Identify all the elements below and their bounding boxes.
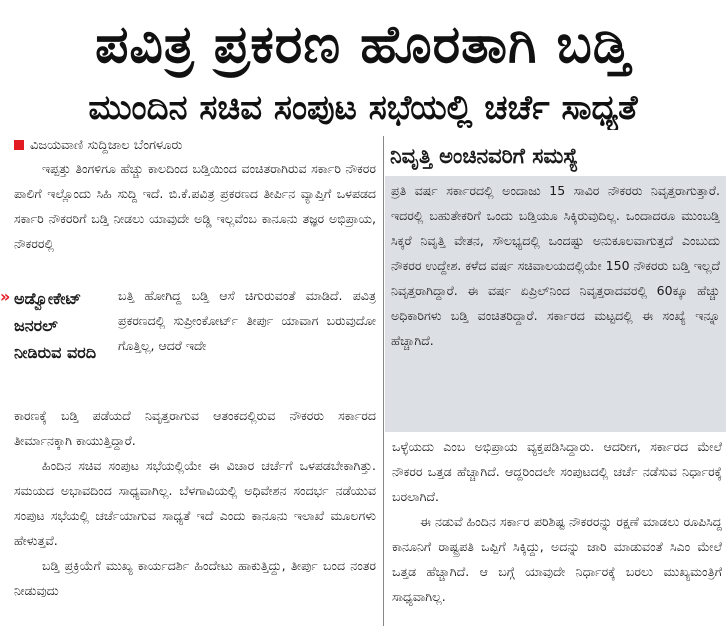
byline-text: ವಿಜಯವಾಣಿ ಸುದ್ದಿಜಾಲ ಬೆಂಗಳೂರು [30, 138, 183, 153]
headline-main: ಪವಿತ್ರ ಪ್ರಕರಣ ಹೊರತಾಗಿ ಬಡ್ತಿ [95, 15, 631, 75]
left-column-top [14, 156, 376, 278]
left-paragraph-1: ಇಪ್ಪತ್ತು ತಿಂಗಳಿಗೂ ಹೆಚ್ಚು ಕಾಲದಿಂದ ಬಡ್ತಿಯಿಂದ ವಂಚಿತರಾಗಿರುವ ಸರ್ಕಾರಿ ನೌಕರರ ಪಾಲಿಗೆ ಇಲ್ಲೊಂದು ಸಿಹಿ ಸುದ್ದಿ ಇದೆ. ಬಿ.ಕೆ.ಪವಿತ್ರ ಪ್ರಕರಣದ ತೀರ್ಪಿನ ವ್ಯಾಪ್ತಿಗೆ ಒಳಪಡದ ಸರ್ಕಾರಿ ನೌಕರರಿಗೆ ಬಡ್ತಿ ನೀಡಲು ಯಾವುದೇ ಅಡ್ಡಿ ಇಲ್ಲವೆಂಬ ಕಾನೂನು ತಜ್ಞರ ಅಭಿಪ್ರಾಯ, ನೌಕರರಲ್ಲಿ [14, 161, 376, 251]
column-divider [383, 136, 384, 626]
left-column-middle [118, 283, 376, 405]
right-paragraph-2: ಈ ನಡುವೆ ಹಿಂದಿನ ಸರ್ಕಾರ ಪರಿಶಿಷ್ಟ ನೌಕರರನ್ನು ರಕ್ಷಣೆ ಮಾಡಲು ರೂಪಿಸಿದ್ದ ಕಾನೂನಿಗೆ ರಾಷ್ಟ್ರಪತಿ ಒಪ್ಪಿಗೆ ಸಿಕ್ಕಿದ್ದು, ಅದನ್ನು ಜಾರಿ ಮಾಡುವಂತೆ ಸಿಎಂ ಮೇಲೆ ಒತ್ತಡ ಹೆಚ್ಚಾಗಿದೆ. ಆ ಬಗ್ಗೆ ಯಾವುದೇ ನಿರ್ಧಾರಕ್ಕೆ ಬರಲು ಮುಖ್ಯಮಂತ್ರಿಗೆ ಸಾಧ್ಯವಾಗಿಲ್ಲ. [392, 514, 722, 604]
pullquote-text: ಅಡ್ವೋಕೇಟ್ ಜನರಲ್ ನೀಡಿರುವ ವರದಿ [14, 289, 97, 362]
byline [14, 136, 374, 156]
headline-sub: ಮುಂದಿನ ಸಚಿವ ಸಂಪುಟ ಸಭೆಯಲ್ಲಿ ಚರ್ಚೆ ಸಾಧ್ಯತೆ [88, 88, 638, 128]
right-paragraph-1: ಒಳ್ಳೆಯದು ಎಂಬ ಅಭಿಪ್ರಾಯ ವ್ಯಕ್ತಪಡಿಸಿದ್ದಾರು. ಆದರೀಗ, ಸರ್ಕಾರದ ಮೇಲೆ ನೌಕರರ ಒತ್ತಡ ಹೆಚ್ಚಾಗಿದೆ. ಆದ್ದರಿಂದಲೇ ಸಂಪುಟದಲ್ಲಿ ಚರ್ಚೆ ನಡೆಸುವ ನಿರ್ಧಾರಕ್ಕೆ ಬರಲಾಗಿದೆ. [392, 439, 722, 504]
right-column-bottom [392, 434, 722, 626]
shaded-box-paragraph: ಪ್ರತಿ ವರ್ಷ ಸರ್ಕಾರದಲ್ಲಿ ಅಂದಾಜು 15 ಸಾವಿರ ನೌಕರರು ನಿವೃತ್ತರಾಗುತ್ತಾರೆ. ಇದರಲ್ಲಿ ಬಹುತೇಕರಿಗೆ ಒಂದು ಬಡ್ತಿಯೂ ಸಿಕ್ಕಿರುವುದಿಲ್ಲ. ಒಂದಾದರೂ ಮುಂಬಡ್ತಿ ಸಿಕ್ಕರೆ ನಿವೃತ್ತಿ ವೇತನ, ಸೌಲಭ್ಯದಲ್ಲಿ ಒಂದಷ್ಟು ಅನುಕೂಲವಾಗುತ್ತದೆ ಎಂಬುದು ನೌಕರರ ಉದ್ದೇಶ. ಕಳೆದ ವರ್ಷ ಸಚಿವಾಲಯದಲ್ಲಿಯೇ 150 ನೌಕರರು ಬಡ್ತಿ ಇಲ್ಲದೆ ನಿವೃತ್ತರಾಗಿದ್ದಾರೆ. ಈ ವರ್ಷ ಏಪ್ರಿಲ್‌ನಿಂದ ನಿವೃತ್ತರಾದವರಲ್ಲಿ 60ಕ್ಕೂ ಹೆಚ್ಚು ಅಧಿಕಾರಿಗಳು ಬಡ್ತಿ ವಂಚಿತರಿದ್ದಾರೆ. ಸರ್ಕಾರದ ಮಟ್ಟದಲ್ಲಿ ಈ ಸಂಖ್ಯೆ ಇನ್ನೂ ಹೆಚ್ಚಾಗಿದೆ. [391, 183, 720, 348]
left-paragraph-1-continued: ಬತ್ತಿ ಹೋಗಿದ್ದ ಬಡ್ತಿ ಆಸೆ ಚಿಗುರುವಂತೆ ಮಾಡಿದೆ. ಪವಿತ್ರ ಪ್ರಕರಣದಲ್ಲಿ ಸುಪ್ರೀಂಕೋರ್ಟ್ ತೀರ್ಪು ಯಾವಾಗ ಬರುವುದೋ ಗೊತ್ತಿಲ್ಲ, ಆದರೆ ಇದೇ [118, 288, 376, 353]
shaded-box [385, 176, 726, 432]
left-column-bottom [14, 403, 376, 625]
byline-square-icon [14, 140, 24, 150]
pullquote-marker-icon: » [0, 287, 11, 306]
left-paragraph-2: ಹಿಂದಿನ ಸಚಿವ ಸಂಪುಟ ಸಭೆಯಲ್ಲಿಯೇ ಈ ವಿಚಾರ ಚರ್ಚೆಗೆ ಒಳಪಡಬೇಕಾಗಿತ್ತು. ಸಮಯದ ಅಭಾವದಿಂದ ಸಾಧ್ಯವಾಗಿಲ್ಲ. ಬೆಳಗಾವಿಯಲ್ಲಿ ಅಧಿವೇಶನ ಸಂದರ್ಭ ನಡೆಯುವ ಸಂಪುಟ ಸಭೆಯಲ್ಲಿ ಚರ್ಚೆಯಾಗುವ ಸಾಧ್ಯತೆ ಇದೆ ಎಂದು ಕಾನೂನು ಇಲಾಖೆ ಮೂಲಗಳು ಹೇಳುತ್ತವೆ. [14, 458, 376, 548]
left-paragraph-1-end: ಕಾರಣಕ್ಕೆ ಬಡ್ತಿ ಪಡೆಯದೆ ನಿವೃತ್ತರಾಗುವ ಆತಂಕದಲ್ಲಿರುವ ನೌಕರರು ಸರ್ಕಾರದ ತೀರ್ಮಾನಕ್ಕಾಗಿ ಕಾಯುತ್ತಿದ್ದಾರೆ. [14, 408, 376, 448]
right-subheading: ನಿವೃತ್ತಿ ಅಂಚಿನವರಿಗೆ ಸಮಸ್ಯೆ [390, 144, 579, 168]
left-paragraph-3: ಬಡ್ತಿ ಪ್ರಕ್ರಿಯೆಗೆ ಮುಖ್ಯ ಕಾರ್ಯದರ್ಶಿ ಹಿಂದೇಟು ಹಾಕುತ್ತಿದ್ದು, ತೀರ್ಪು ಬಂದ ನಂತರ ನೀಡುವುದು [14, 558, 376, 598]
pullquote [0, 283, 110, 395]
shaded-box-text-area [391, 178, 720, 430]
